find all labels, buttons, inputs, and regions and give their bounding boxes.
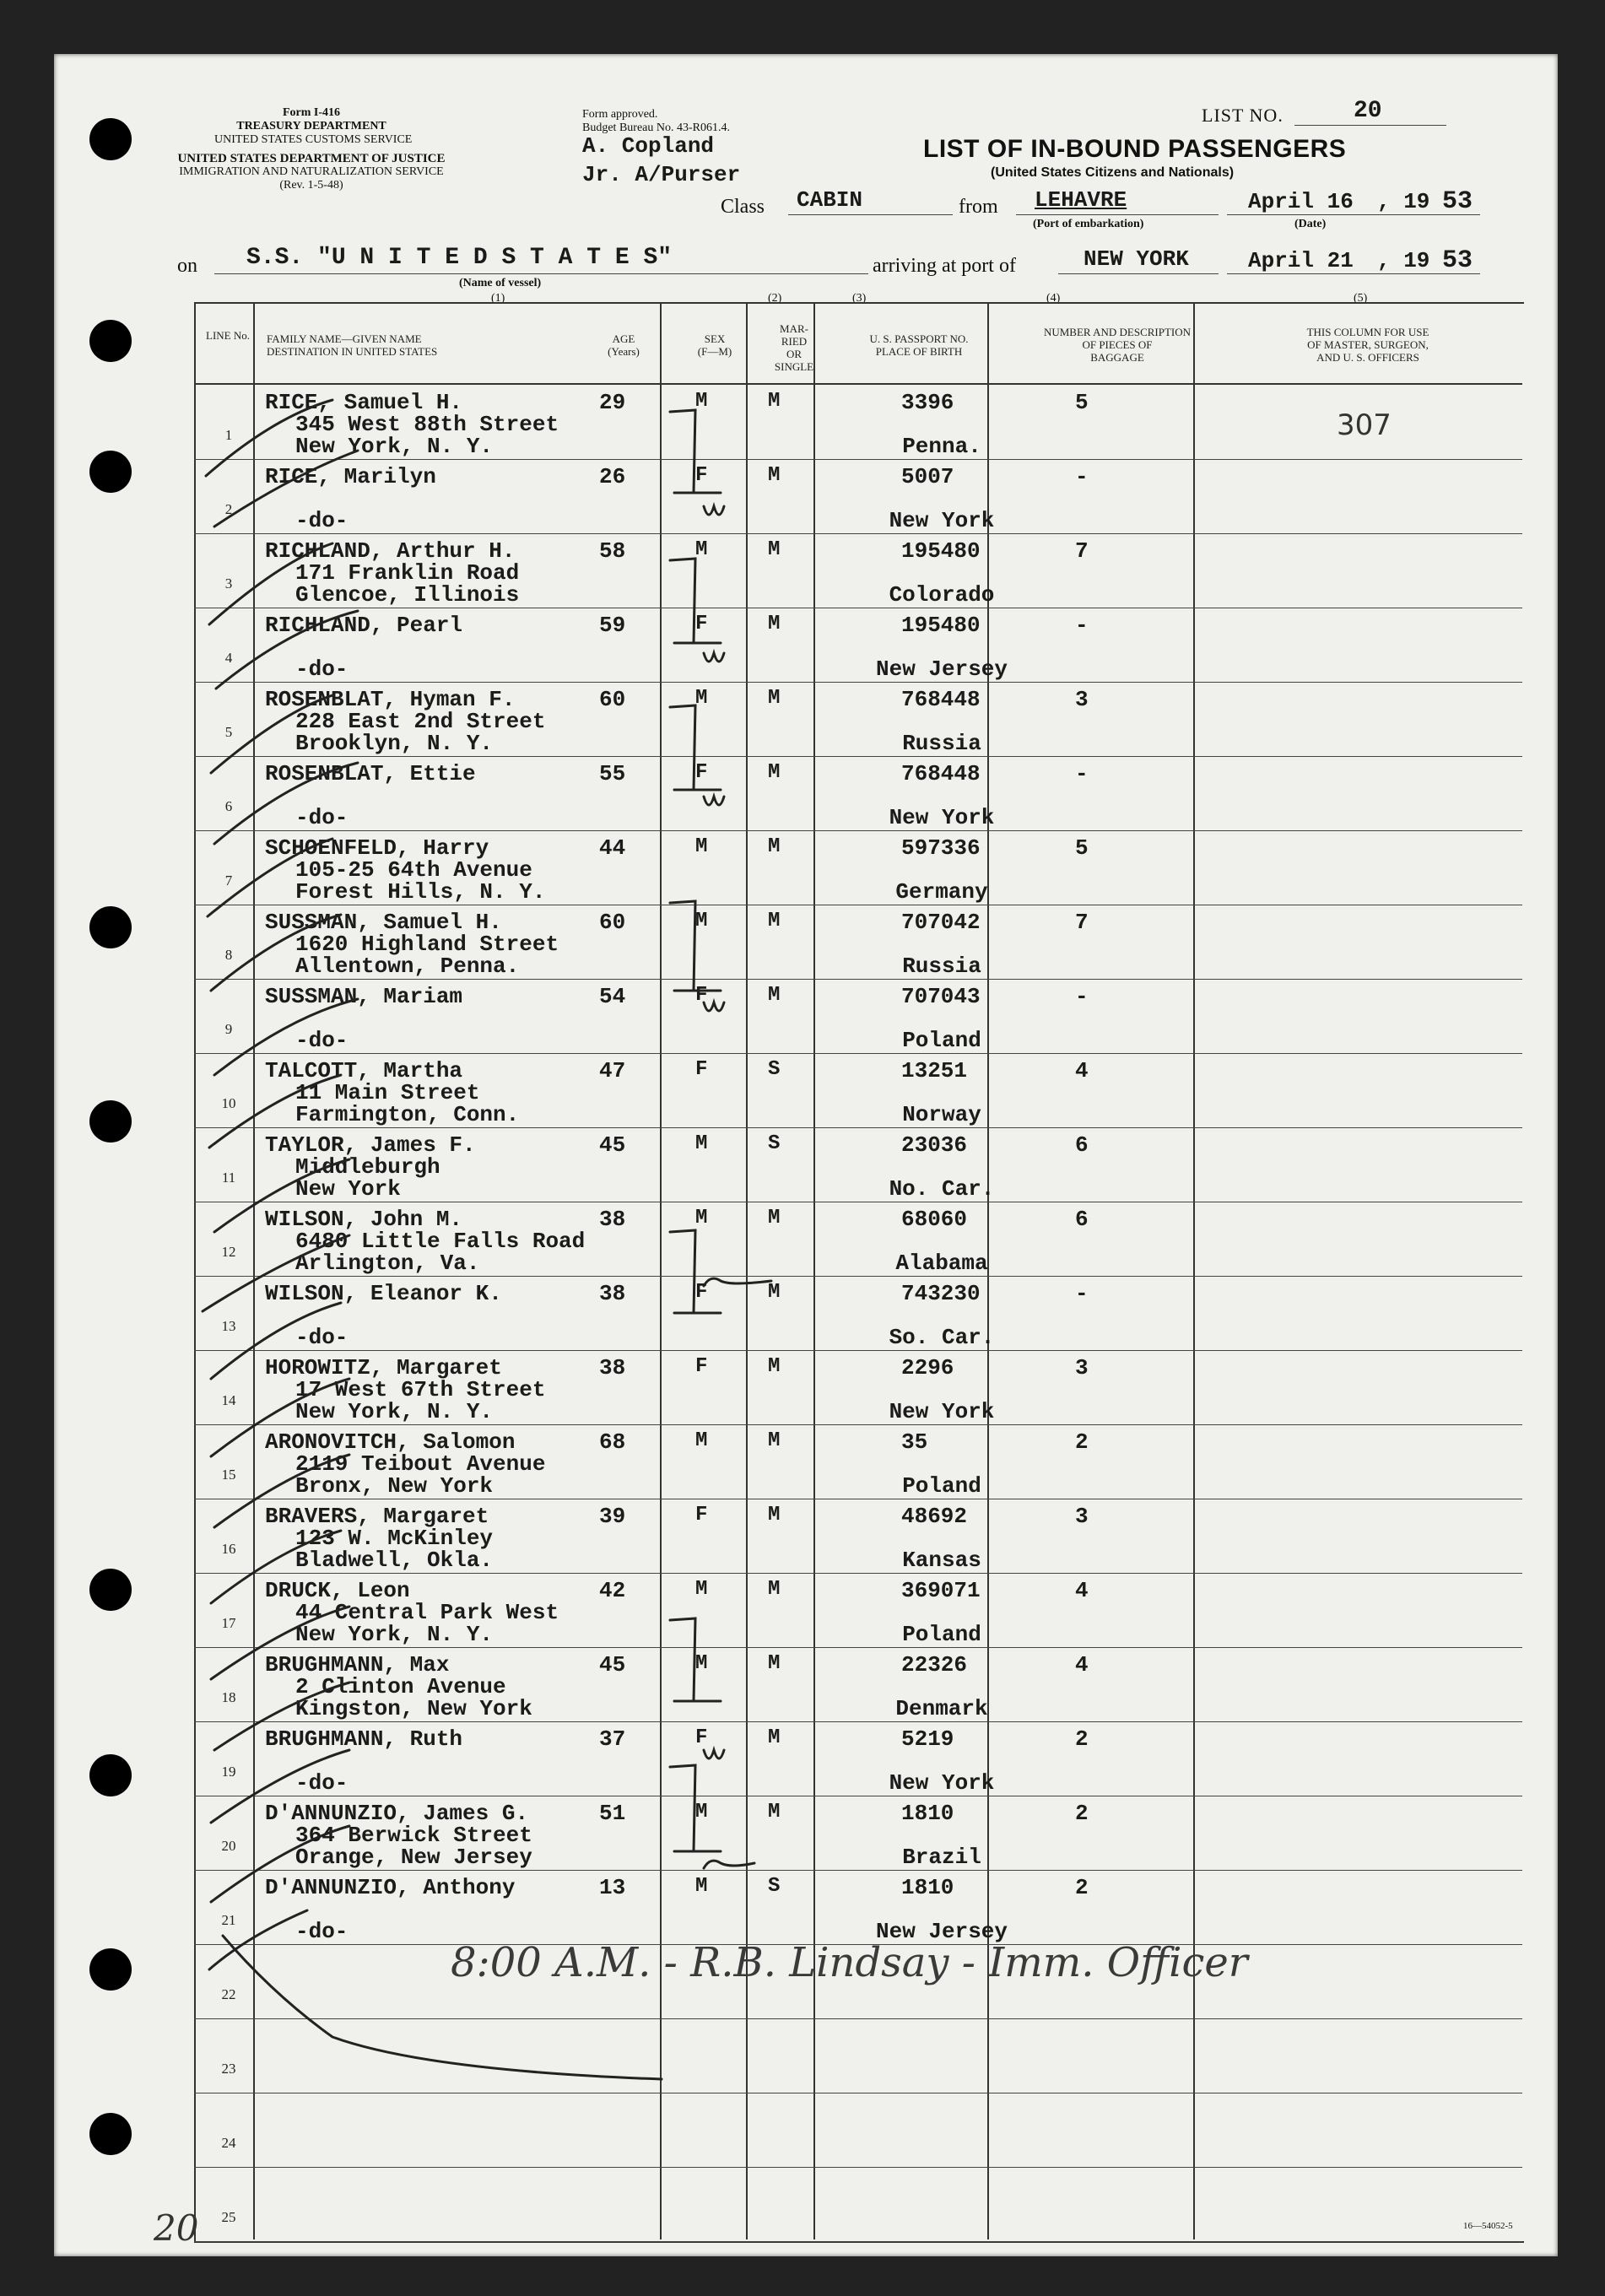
baggage-count: 2 xyxy=(1075,1726,1089,1752)
baggage-count: 3 xyxy=(1075,1355,1089,1380)
passenger-name: WILSON, John M. xyxy=(265,1207,463,1232)
passenger-name: BRUGHMANN, Ruth xyxy=(265,1726,463,1752)
marital-status: M xyxy=(768,910,781,932)
line-number: 4 xyxy=(224,650,233,666)
document-subtitle: (United States Citizens and Nationals) xyxy=(991,165,1235,180)
address-line-1: Middleburgh xyxy=(295,1154,440,1180)
port-of-embarkation: LEHAVRE xyxy=(1035,187,1127,213)
officer-note: 307 xyxy=(1337,408,1392,442)
address-line-2: Kingston, New York xyxy=(295,1696,532,1721)
sex: M xyxy=(695,835,708,858)
passenger-name: BRAVERS, Margaret xyxy=(265,1504,489,1529)
passenger-name: D'ANNUNZIO, James G. xyxy=(265,1801,529,1826)
place-of-birth: Colorado xyxy=(889,582,995,608)
line-number: 2 xyxy=(224,501,233,517)
column-number-5: (5) xyxy=(1354,292,1368,305)
passport-number: 5007 xyxy=(901,464,954,489)
line-number: 15 xyxy=(221,1467,236,1483)
passenger-name: HOROWITZ, Margaret xyxy=(265,1355,502,1380)
baggage-count: 3 xyxy=(1075,1504,1089,1529)
line-number: 21 xyxy=(221,1912,236,1928)
sex: F xyxy=(695,464,708,487)
page-mark: 20 xyxy=(154,2207,199,2249)
passenger-name: RICHLAND, Pearl xyxy=(265,613,463,638)
address-line-1: 6480 Little Falls Road xyxy=(295,1229,586,1254)
age: 68 xyxy=(599,1429,626,1455)
dept-justice-sub: IMMIGRATION AND NATURALIZATION SERVICE xyxy=(179,165,444,178)
column-number-3: (3) xyxy=(852,292,867,305)
line-number: 10 xyxy=(221,1095,236,1111)
line-number: 9 xyxy=(224,1021,233,1037)
marital-status: M xyxy=(768,687,781,710)
baggage-count: 2 xyxy=(1075,1429,1089,1455)
line-number: 25 xyxy=(221,2209,236,2225)
sex: M xyxy=(695,390,708,413)
address-line-1: 2119 Teibout Avenue xyxy=(295,1451,546,1477)
address-line-2: -do- xyxy=(295,1325,349,1350)
address-line-2: Farmington, Conn. xyxy=(295,1102,520,1127)
place-of-birth: Norway xyxy=(902,1102,981,1127)
marital-status: M xyxy=(768,390,781,413)
header-passport: U. S. PASSPORT NO. PLACE OF BIRTH xyxy=(869,332,969,358)
sex: F xyxy=(695,1726,708,1749)
officer-title: Jr. A/Purser xyxy=(582,162,741,187)
address-line-1: 345 West 88th Street xyxy=(295,412,559,437)
place-of-birth: Russia xyxy=(902,954,981,979)
marital-status: M xyxy=(768,761,781,784)
marital-status: M xyxy=(768,464,781,487)
age: 59 xyxy=(599,613,626,638)
header-officers: THIS COLUMN FOR USE OF MASTER, SURGEON, AND U. S. OFFICERS xyxy=(1306,326,1429,364)
address-line-2: Forest Hills, N. Y. xyxy=(295,879,546,905)
age: 42 xyxy=(599,1578,626,1603)
address-line-1: 228 East 2nd Street xyxy=(295,709,546,734)
line-number: 6 xyxy=(224,798,233,814)
line-number: 13 xyxy=(221,1318,236,1334)
place-of-birth: New Jersey xyxy=(875,1919,1008,1944)
baggage-count: 2 xyxy=(1075,1801,1089,1826)
address-line-2: New York, N. Y. xyxy=(295,434,494,459)
sex: F xyxy=(695,1058,708,1081)
marital-status: M xyxy=(768,1207,781,1229)
header-baggage: NUMBER AND DESCRIPTION OF PIECES OF BAGGAGE xyxy=(1043,326,1192,364)
line-number: 16 xyxy=(221,1541,236,1557)
age: 29 xyxy=(599,390,626,415)
line-number: 1 xyxy=(224,427,233,443)
place-of-birth: Russia xyxy=(902,731,981,756)
sex: F xyxy=(695,1504,708,1526)
baggage-count: 6 xyxy=(1075,1207,1089,1232)
sex: M xyxy=(695,687,708,710)
baggage-count: 5 xyxy=(1075,390,1089,415)
class-value: CABIN xyxy=(797,187,863,213)
passport-number: 1810 xyxy=(901,1875,954,1900)
passenger-name: BRUGHMANN, Max xyxy=(265,1652,450,1677)
sex: M xyxy=(695,1801,708,1823)
baggage-count: - xyxy=(1075,464,1089,489)
sex: M xyxy=(695,1207,708,1229)
age: 37 xyxy=(599,1726,626,1752)
passport-number: 48692 xyxy=(901,1504,968,1529)
passport-number: 1810 xyxy=(901,1801,954,1826)
sex: M xyxy=(695,1578,708,1601)
address-line-2: Orange, New Jersey xyxy=(295,1845,532,1870)
marital-status: M xyxy=(768,538,781,561)
baggage-count: - xyxy=(1075,1281,1089,1306)
age: 39 xyxy=(599,1504,626,1529)
passport-number: 597336 xyxy=(901,835,981,861)
form-number: Form I-416 xyxy=(282,106,341,119)
line-number: 5 xyxy=(224,724,233,740)
budget-bureau: Budget Bureau No. 43-R061.4. xyxy=(582,122,730,134)
passenger-name: SUSSMAN, Mariam xyxy=(265,984,463,1009)
line-number: 14 xyxy=(221,1392,236,1408)
officer-name: A. Copland xyxy=(582,133,715,159)
age: 38 xyxy=(599,1355,626,1380)
departure-year: 53 xyxy=(1442,187,1473,216)
passport-number: 2296 xyxy=(901,1355,954,1380)
baggage-count: - xyxy=(1075,984,1089,1009)
passport-number: 68060 xyxy=(901,1207,968,1232)
line-number: 11 xyxy=(221,1170,236,1186)
date-caption: (Date) xyxy=(1294,218,1327,230)
address-line-2: Bronx, New York xyxy=(295,1473,494,1499)
sex: M xyxy=(695,538,708,561)
baggage-count: 2 xyxy=(1075,1875,1089,1900)
arrival-year: 53 xyxy=(1442,246,1473,275)
age: 60 xyxy=(599,910,626,935)
passenger-name: ROSENBLAT, Ettie xyxy=(265,761,476,786)
from-label: from xyxy=(959,196,998,218)
age: 13 xyxy=(599,1875,626,1900)
vessel-name: S.S. "U N I T E D S T A T E S" xyxy=(246,245,673,271)
list-number: 20 xyxy=(1354,98,1382,124)
sex: F xyxy=(695,1355,708,1378)
address-line-1: 2 Clinton Avenue xyxy=(295,1674,506,1699)
port-embark-caption: (Port of embarkation) xyxy=(1033,218,1144,230)
passport-number: 195480 xyxy=(901,538,981,564)
baggage-count: - xyxy=(1075,761,1089,786)
header-line-no: LINE No. xyxy=(206,329,250,342)
address-line-2: -do- xyxy=(295,656,349,682)
place-of-birth: Brazil xyxy=(902,1845,981,1870)
departure-date: April 16 xyxy=(1248,189,1354,214)
passport-number: 369071 xyxy=(901,1578,981,1603)
address-line-1: 364 Berwick Street xyxy=(295,1823,532,1848)
passenger-name: WILSON, Eleanor K. xyxy=(265,1281,502,1306)
address-line-1: 105-25 64th Avenue xyxy=(295,857,532,883)
address-line-1: 123 W. McKinley xyxy=(295,1526,494,1551)
age: 51 xyxy=(599,1801,626,1826)
address-line-2: Arlington, Va. xyxy=(295,1251,480,1276)
baggage-count: 3 xyxy=(1075,687,1089,712)
line-number: 12 xyxy=(221,1244,236,1260)
age: 45 xyxy=(599,1132,626,1158)
place-of-birth: New York xyxy=(889,1399,995,1424)
column-number-2: (2) xyxy=(768,292,782,305)
passport-number: 195480 xyxy=(901,613,981,638)
address-line-2: -do- xyxy=(295,805,349,830)
arrival-year-prefix: , 19 xyxy=(1377,248,1430,273)
marital-status: M xyxy=(768,984,781,1007)
baggage-count: 7 xyxy=(1075,538,1089,564)
header-sex: SEX (F—M) xyxy=(697,332,732,358)
passport-number: 768448 xyxy=(901,761,981,786)
place-of-birth: Penna. xyxy=(902,434,981,459)
passport-number: 768448 xyxy=(901,687,981,712)
place-of-birth: Poland xyxy=(902,1473,981,1499)
line-number: 22 xyxy=(221,1986,236,2002)
column-number-1: (1) xyxy=(491,292,505,305)
place-of-birth: Poland xyxy=(902,1622,981,1647)
passport-number: 5219 xyxy=(901,1726,954,1752)
age: 38 xyxy=(599,1207,626,1232)
line-number: 19 xyxy=(221,1764,236,1780)
address-line-2: Allentown, Penna. xyxy=(295,954,520,979)
marital-status: S xyxy=(768,1058,781,1081)
passport-number: 743230 xyxy=(901,1281,981,1306)
address-line-2: Glencoe, Illinois xyxy=(295,582,520,608)
marital-status: M xyxy=(768,1281,781,1304)
age: 58 xyxy=(599,538,626,564)
place-of-birth: No. Car. xyxy=(889,1176,995,1202)
header-married: MAR- RIED OR SINGLE xyxy=(774,322,814,373)
sex: M xyxy=(695,1652,708,1675)
sex: M xyxy=(695,910,708,932)
header-age: AGE (Years) xyxy=(608,332,640,358)
sex: M xyxy=(695,1429,708,1452)
passport-number: 35 xyxy=(901,1429,928,1455)
line-number: 8 xyxy=(224,947,233,963)
line-number: 17 xyxy=(221,1615,236,1631)
passenger-name: DRUCK, Leon xyxy=(265,1578,410,1603)
address-line-2: -do- xyxy=(295,1028,349,1053)
place-of-birth: New Jersey xyxy=(875,656,1008,682)
line-number: 24 xyxy=(221,2135,236,2151)
passenger-name: ROSENBLAT, Hyman F. xyxy=(265,687,516,712)
baggage-count: - xyxy=(1075,613,1089,638)
baggage-count: 6 xyxy=(1075,1132,1089,1158)
address-line-2: Bladwell, Okla. xyxy=(295,1548,494,1573)
line-number: 23 xyxy=(221,2061,236,2077)
age: 44 xyxy=(599,835,626,861)
dept-justice: UNITED STATES DEPARTMENT OF JUSTICE xyxy=(177,152,446,165)
annotation-marks xyxy=(54,54,1558,2256)
place-of-birth: Alabama xyxy=(895,1251,988,1276)
dept-treasury-sub: UNITED STATES CUSTOMS SERVICE xyxy=(214,133,413,146)
passport-number: 707043 xyxy=(901,984,981,1009)
place-of-birth: New York xyxy=(889,508,995,533)
on-label: on xyxy=(177,255,197,277)
age: 47 xyxy=(599,1058,626,1083)
sex: F xyxy=(695,613,708,635)
address-line-1: 44 Central Park West xyxy=(295,1600,559,1625)
passport-number: 3396 xyxy=(901,390,954,415)
place-of-birth: So. Car. xyxy=(889,1325,995,1350)
arrival-date: April 21 xyxy=(1248,248,1354,273)
marital-status: S xyxy=(768,1132,781,1155)
baggage-count: 4 xyxy=(1075,1058,1089,1083)
sex: F xyxy=(695,1281,708,1304)
passenger-name: RICE, Samuel H. xyxy=(265,390,463,415)
passenger-name: RICHLAND, Arthur H. xyxy=(265,538,516,564)
class-label: Class xyxy=(721,196,765,218)
sex: F xyxy=(695,984,708,1007)
passenger-name: ARONOVITCH, Salomon xyxy=(265,1429,516,1455)
form-revision: (Rev. 1-5-48) xyxy=(279,179,343,192)
marital-status: M xyxy=(768,835,781,858)
marital-status: S xyxy=(768,1875,781,1898)
passport-number: 23036 xyxy=(901,1132,968,1158)
marital-status: M xyxy=(768,613,781,635)
age: 55 xyxy=(599,761,626,786)
sex: F xyxy=(695,761,708,784)
baggage-count: 4 xyxy=(1075,1652,1089,1677)
place-of-birth: Poland xyxy=(902,1028,981,1053)
address-line-1: 11 Main Street xyxy=(295,1080,480,1105)
line-number: 7 xyxy=(224,872,233,889)
place-of-birth: New York xyxy=(889,805,995,830)
age: 45 xyxy=(599,1652,626,1677)
line-number: 3 xyxy=(224,575,233,592)
passport-number: 707042 xyxy=(901,910,981,935)
header-name: FAMILY NAME—GIVEN NAME DESTINATION IN UNITED STATES xyxy=(267,332,438,358)
line-number: 18 xyxy=(221,1689,236,1705)
baggage-count: 7 xyxy=(1075,910,1089,935)
age: 54 xyxy=(599,984,626,1009)
address-line-1: 171 Franklin Road xyxy=(295,560,520,586)
baggage-count: 4 xyxy=(1075,1578,1089,1603)
baggage-count: 5 xyxy=(1075,835,1089,861)
age: 38 xyxy=(599,1281,626,1306)
dept-treasury: TREASURY DEPARTMENT xyxy=(236,120,386,132)
place-of-birth: New York xyxy=(889,1770,995,1796)
age: 26 xyxy=(599,464,626,489)
departure-year-prefix: , 19 xyxy=(1377,189,1430,214)
passport-number: 13251 xyxy=(901,1058,968,1083)
address-line-2: -do- xyxy=(295,1919,349,1944)
document-title: LIST OF IN-BOUND PASSENGERS xyxy=(923,135,1347,163)
passenger-name: TALCOTT, Martha xyxy=(265,1058,463,1083)
sex: M xyxy=(695,1875,708,1898)
address-line-2: New York xyxy=(295,1176,401,1202)
sex: M xyxy=(695,1132,708,1155)
passenger-name: RICE, Marilyn xyxy=(265,464,436,489)
place-of-birth: Kansas xyxy=(902,1548,981,1573)
passenger-name: SCHOENFELD, Harry xyxy=(265,835,489,861)
marital-status: M xyxy=(768,1504,781,1526)
place-of-birth: Germany xyxy=(895,879,988,905)
passenger-name: SUSSMAN, Samuel H. xyxy=(265,910,502,935)
manifest-page xyxy=(54,54,1558,2256)
arriving-label: arriving at port of xyxy=(873,255,1016,277)
address-line-2: -do- xyxy=(295,508,349,533)
immigration-signoff: 8:00 A.M. - R.B. Lindsay - Imm. Officer xyxy=(451,1939,1248,1986)
vessel-caption: (Name of vessel) xyxy=(459,277,542,289)
passport-number: 22326 xyxy=(901,1652,968,1677)
marital-status: M xyxy=(768,1652,781,1675)
arrival-port: NEW YORK xyxy=(1084,246,1189,272)
form-approved: Form approved. xyxy=(582,108,658,121)
address-line-2: New York, N. Y. xyxy=(295,1622,494,1647)
address-line-2: Brooklyn, N. Y. xyxy=(295,731,494,756)
column-number-4: (4) xyxy=(1046,292,1061,305)
marital-status: M xyxy=(768,1578,781,1601)
marital-status: M xyxy=(768,1726,781,1749)
line-number: 20 xyxy=(221,1838,236,1854)
address-line-2: New York, N. Y. xyxy=(295,1399,494,1424)
list-number-label: LIST NO. xyxy=(1202,105,1283,126)
address-line-1: 17 West 67th Street xyxy=(295,1377,546,1402)
address-line-1: 1620 Highland Street xyxy=(295,932,559,957)
address-line-2: -do- xyxy=(295,1770,349,1796)
age: 60 xyxy=(599,687,626,712)
marital-status: M xyxy=(768,1429,781,1452)
form-code: 16—54052-5 xyxy=(1463,2221,1513,2231)
passenger-name: D'ANNUNZIO, Anthony xyxy=(265,1875,516,1900)
place-of-birth: Denmark xyxy=(895,1696,988,1721)
passenger-name: TAYLOR, James F. xyxy=(265,1132,476,1158)
marital-status: M xyxy=(768,1355,781,1378)
marital-status: M xyxy=(768,1801,781,1823)
